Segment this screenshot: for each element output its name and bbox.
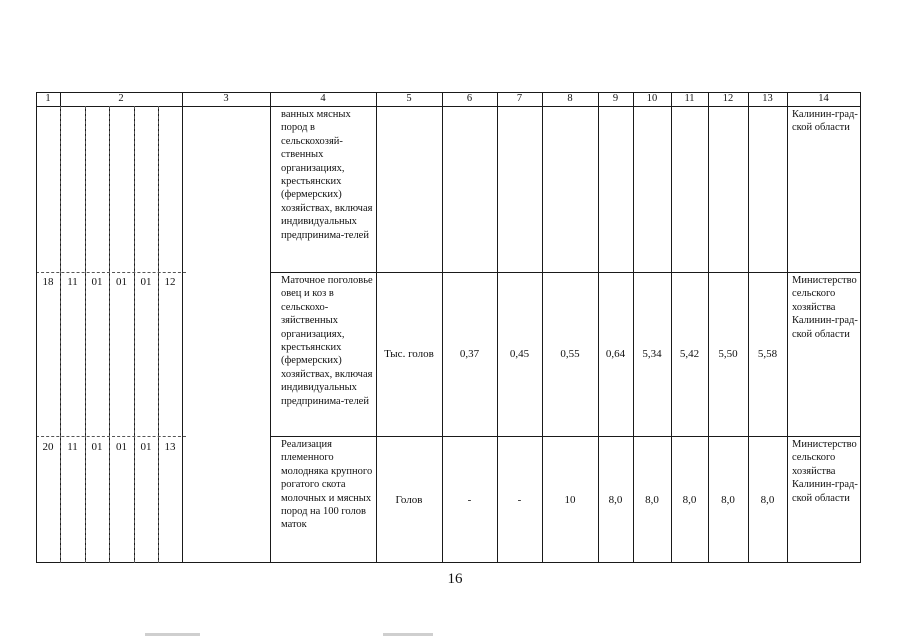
header-col-14: 14 <box>818 93 829 104</box>
value-cell: - <box>467 494 472 506</box>
col-border <box>270 92 271 563</box>
row-divider <box>270 436 860 437</box>
row-divider-dashed <box>36 272 186 274</box>
col-border-dashed <box>158 106 159 563</box>
col-border <box>708 92 709 563</box>
code-cell: 01 <box>140 276 152 288</box>
header-col-4: 4 <box>320 93 326 104</box>
row-number: 18 <box>42 276 54 288</box>
header-col-13: 13 <box>762 93 773 104</box>
code-cell: 01 <box>91 276 103 288</box>
header-col-10: 10 <box>646 93 658 104</box>
value-cell: 8,0 <box>760 494 775 506</box>
col-border <box>497 92 498 563</box>
col-border <box>633 92 634 563</box>
code-cell: 01 <box>140 441 152 453</box>
responsible-body: Министерство сельского хозяйства Калинин-град-ской области <box>792 275 858 340</box>
unit-cell: Голов <box>395 494 423 506</box>
code-cell: 01 <box>116 276 127 288</box>
col-border <box>598 92 599 563</box>
col-border <box>542 92 543 563</box>
header-col-6: 6 <box>466 93 473 104</box>
col-border <box>36 92 37 563</box>
value-cell: 8,0 <box>645 494 659 506</box>
col-border-dashed <box>109 106 110 563</box>
col-border <box>442 92 443 563</box>
header-col-1: 1 <box>45 93 51 104</box>
col-border <box>376 92 377 563</box>
header-col-11: 11 <box>684 93 695 104</box>
header-bottom-border <box>36 106 860 107</box>
value-cell: 8,0 <box>682 494 697 506</box>
code-cell: 11 <box>67 276 78 288</box>
value-cell: 5,58 <box>757 348 778 360</box>
row-number: 20 <box>42 441 54 453</box>
row-divider <box>270 272 860 273</box>
value-cell: 0,45 <box>509 348 530 360</box>
value-cell: 0,64 <box>605 348 626 360</box>
code-cell: 11 <box>67 441 78 453</box>
col-border <box>671 92 672 563</box>
col-border <box>182 92 183 563</box>
value-cell: - <box>517 494 522 506</box>
col-border-dashed <box>60 106 61 563</box>
indicator-description: Реализация племенного молодняка крупного рогатого скота молочных и мясных пород на 100 голов маток <box>281 439 373 531</box>
row-divider-dashed <box>36 436 186 438</box>
responsible-body: Калинин-град-ской области <box>792 109 858 134</box>
header-col-12: 12 <box>722 93 734 104</box>
header-col-9: 9 <box>612 93 619 104</box>
table-bottom-border <box>36 562 860 563</box>
code-cell: 01 <box>91 441 103 453</box>
responsible-body: Министерство сельского хозяйства Калинин-град-ской области <box>792 439 858 504</box>
indicator-description: Маточное поголовье овец и коз в сельскохо-зяйственных организациях, крестьянских (фермерских) хозяйствах, включая индивидуальных предпринима-телей <box>281 275 373 407</box>
col-border-dashed <box>134 106 135 563</box>
value-cell: 0,37 <box>459 348 480 360</box>
code-cell: 12 <box>164 276 176 288</box>
indicator-description: ванных мясных пород в сельскохозяй-ственных организациях, крестьянских (фермерских) хозяйствах, включая индивидуальных предпринима-телей <box>281 109 373 241</box>
value-cell: 8,0 <box>608 494 623 506</box>
code-cell: 01 <box>116 441 127 453</box>
value-cell: 5,50 <box>718 348 738 360</box>
value-cell: 5,42 <box>679 348 700 360</box>
value-cell: 10 <box>564 494 576 506</box>
value-cell: 8,0 <box>721 494 735 506</box>
col-border <box>787 92 788 563</box>
value-cell: 0,55 <box>560 348 580 360</box>
bleed-through-mark <box>145 633 200 636</box>
unit-cell: Тыс. голов <box>384 348 434 360</box>
col-border <box>860 92 861 563</box>
col-border-dashed <box>85 106 86 563</box>
header-col-5: 5 <box>406 93 412 104</box>
header-col-3: 3 <box>223 93 229 104</box>
header-col-2: 2 <box>118 93 124 104</box>
header-col-7: 7 <box>516 93 523 104</box>
code-cell: 13 <box>164 441 176 453</box>
value-cell: 5,34 <box>642 348 662 360</box>
header-col-8: 8 <box>567 93 573 104</box>
page-number: 16 <box>447 571 463 587</box>
bleed-through-mark <box>383 633 433 636</box>
col-border <box>748 92 749 563</box>
